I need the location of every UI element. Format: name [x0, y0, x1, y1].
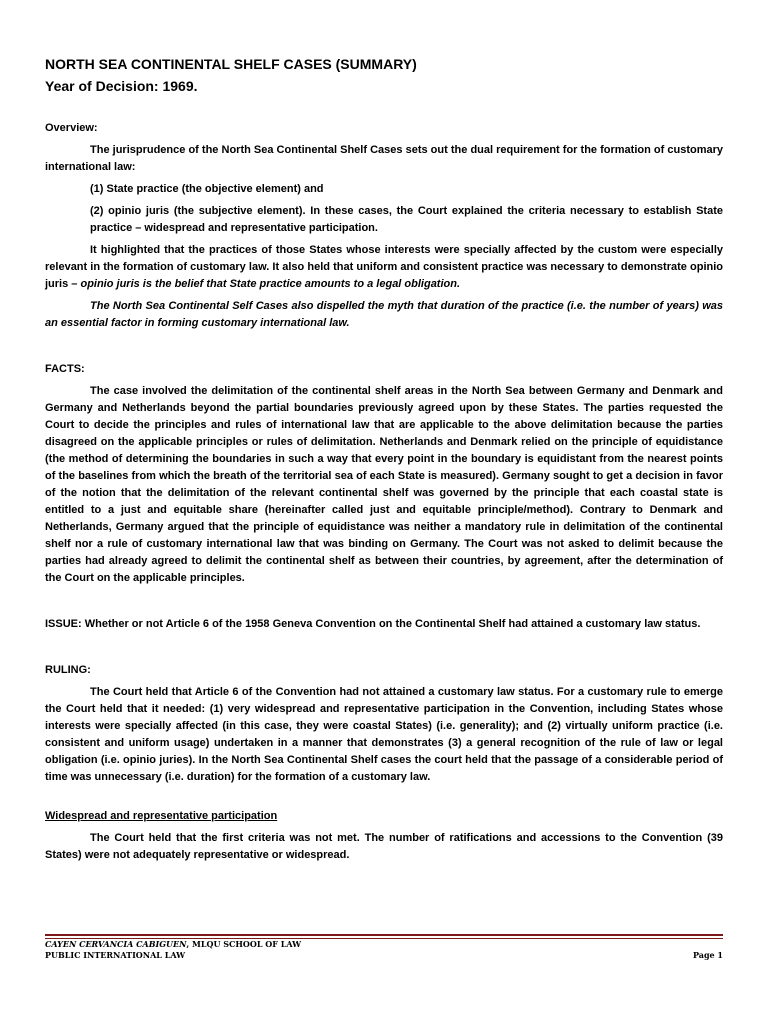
- ruling-paragraph: The Court held that Article 6 of the Convention had not attained a customary law status. For a customary rule to emerge the Court held that it needed: (1) very widespread and representative participation in the Convention, including States whose interests were specially affected (in this case, they were coastal States) (i.e. generality); and (2) virtually uniform practice (i.e. consistent and uniform usage) undertaken in a manner that demonstrates (3) a general recognition of the rule of law or legal obligation (i.e. opinio juries). In the North Sea Continental Shelf cases the court held that the passage of a considerable period of time was unnecessary (i.e. duration) for the formation of a customary law.: [45, 686, 723, 783]
- overview-paragraph-1: The jurisprudence of the North Sea Continental Shelf Cases sets out the dual requirement for the formation of customary international law:: [45, 144, 723, 173]
- overview-list-item-2: (2) opinio juris (the subjective element). In these cases, the Court explained the criteria necessary to establish State practice – widespread and representative participation.: [90, 205, 723, 234]
- overview-list-item-1: (1) State practice (the objective element) and: [90, 183, 324, 195]
- page-number: Page 1: [692, 950, 723, 960]
- overview-paragraph-2-text: It highlighted that the practices of those States whose interests were specially affected by the custom were especially relevant in the formation of customary law. It also held that uniform and consistent practice was necessary to demonstrate opinio juris –: [45, 244, 723, 290]
- ruling-heading: RULING:: [45, 664, 91, 676]
- overview-paragraph-3-text: The North Sea Continental Self Cases also dispelled the myth that duration of the practice (i.e. the number of years) was an essential factor in forming customary international law.: [45, 300, 723, 329]
- facts-paragraph: The case involved the delimitation of the continental shelf areas in the North Sea between Germany and Denmark and Germany and Netherlands beyond the partial boundaries previously agreed upon by these States. The parties requested the Court to decide the principles and rules of international law that are applicable to the above delimitation because the parties disagreed on the applicable principles or rules of delimitation. Netherlands and Denmark relied on the principle of equidistance (the method of determining the boundaries in such a way that every point in the boundary is equidistant from the nearest points of the baselines from which the breath of the territorial sea of each State is measured). Germany sought to get a decision in favor of the notion that the delimitation of the relevant continental shelf was governed by the principle that each coastal state is entitled to a just and equitable share (hereinafter called just and equitable principle/method). Contrary to Denmark and Netherlands, Germany argued that the principle of equidistance was neither a mandatory rule in delimitation of the continental shelf nor a rule of customary international law that was binding on Germany. The Court was not asked to delimit because the parties had already agreed to delimit the continental shelf as between their countries, by agreement, after the determination of the Court on the applicable principles.: [45, 385, 723, 584]
- footer-author-line: [45, 939, 301, 950]
- footer-course: PUBLIC INTERNATIONAL LAW: [45, 950, 186, 960]
- document-title: NORTH SEA CONTINENTAL SHELF CASES (SUMMARY): [45, 56, 417, 72]
- issue-label: ISSUE:: [45, 618, 82, 630]
- opinio-juris-definition: opinio juris is the belief that State practice amounts to a legal obligation.: [80, 278, 461, 290]
- footer-rule-thick: [45, 934, 723, 936]
- facts-heading: FACTS:: [45, 363, 85, 375]
- issue-text: Whether or not Article 6 of the 1958 Geneva Convention on the Continental Shelf had attained a customary law status.: [81, 618, 701, 630]
- document-body: [45, 55, 723, 864]
- footer-line-1: [45, 939, 723, 950]
- widespread-heading: Widespread and representative participation: [45, 810, 278, 822]
- widespread-paragraph: The Court held that the first criteria was not met. The number of ratifications and accessions to the Convention (39 States) were not adequately representative or widespread.: [45, 832, 723, 861]
- footer-line-2: [45, 950, 723, 961]
- page-footer: [45, 934, 723, 961]
- decision-year: Year of Decision: 1969.: [45, 78, 198, 94]
- footer-author: CAYEN CERVANCIA CABIGUEN: [45, 939, 187, 949]
- overview-paragraph-2: [45, 242, 723, 293]
- overview-heading: Overview:: [45, 122, 98, 134]
- overview-paragraph-3: [45, 298, 723, 332]
- footer-school: , MLQU SCHOOL OF LAW: [186, 939, 302, 949]
- issue-paragraph: [45, 616, 723, 633]
